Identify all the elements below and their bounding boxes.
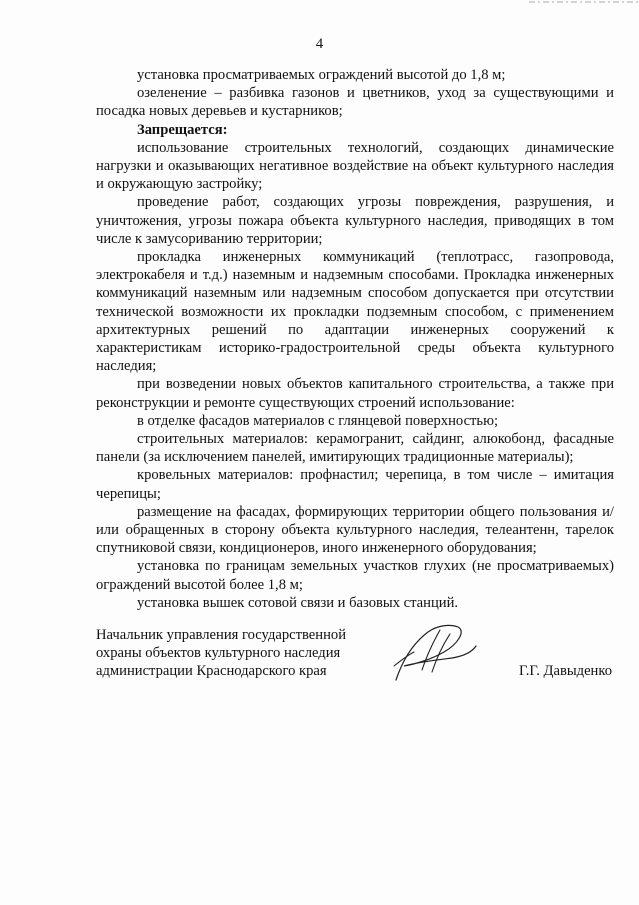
- signer-position-line: администрации Краснодарского края: [96, 663, 327, 680]
- scan-edge-mark: [529, 0, 639, 6]
- paragraph: проведение работ, создающих угрозы повреждения, разрушения, и уничтожения, угрозы пожара объекта культурного наследия, приводящих в том числе к замусориванию территории;: [96, 194, 614, 247]
- section-heading: Запрещается:: [137, 121, 228, 138]
- page-number: 4: [315, 36, 324, 52]
- paragraph: в отделке фасадов материалов с глянцевой поверхностью;: [137, 412, 499, 429]
- paragraph: прокладка инженерных коммуникаций (теплотрасс, газопровода, электрокабеля и т.д.) наземным и надземным способами. Прокладка инженерных коммуникаций наземным или надземным способом допускается при отсутствии технической возможности их прокладки подземным способом, с применением архитектурных решений по адаптации инженерных сооружений к характеристикам историко-градостроительной среды объекта культурного наследия;: [96, 249, 614, 375]
- paragraph: при возведении новых объектов капитального строительства, а также при реконструкции и ремонте существующих строений использование:: [96, 376, 614, 411]
- paragraph: озеленение – разбивка газонов и цветников, уход за существующими и посадка новых деревьев и кустарников;: [96, 85, 614, 120]
- paragraph: установка вышек сотовой связи и базовых станций.: [137, 594, 459, 611]
- paragraph: использование строительных технологий, создающих динамические нагрузки и оказывающих негативное воздействие на объект культурного наследия и окружающую застройку;: [96, 139, 614, 193]
- signer-name: Г.Г. Давыденко: [518, 663, 612, 679]
- paragraph: установка по границам земельных участков глухих (не просматриваемых) ограждений высотой более 1,8 м;: [96, 558, 614, 593]
- handwritten-signature: [392, 622, 482, 686]
- paragraph: кровельных материалов: профнастил; черепица, в том числе – имитация черепицы;: [96, 467, 614, 502]
- paragraph: размещение на фасадах, формирующих территории общего пользования и/или обращенных в сторону объекта культурного наследия, телеантенн, тарелок спутниковой связи, кондиционеров, иного инженерного оборудования;: [96, 503, 614, 557]
- signer-position-line: Начальник управления государственной: [96, 627, 347, 643]
- document-body: [96, 66, 614, 612]
- paragraph: строительных материалов: керамогранит, сайдинг, алюкобонд, фасадные панели (за исключением панелей, имитирующих традиционные материалы);: [96, 431, 614, 466]
- signature-block: [96, 626, 616, 681]
- paragraph: установка просматриваемых ограждений высотой до 1,8 м;: [137, 67, 506, 83]
- signer-position-line: охраны объектов культурного наследия: [96, 645, 341, 662]
